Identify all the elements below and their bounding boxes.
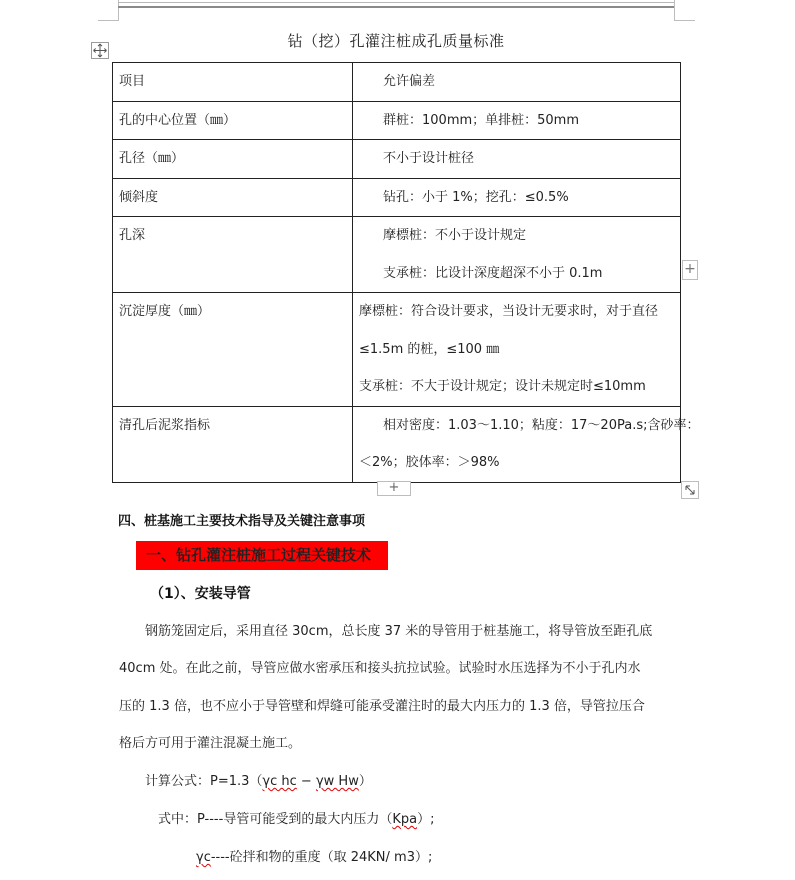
table-row: [113, 178, 681, 217]
table-cell-tolerance[interactable]: 相对密度：1.03～1.10；粘度：17～20Pa.s;含砂率： ＜2%；胶体率：＞98%: [353, 406, 681, 482]
sub-heading: （1）、安装导管: [150, 586, 251, 602]
where-line: 式中：P----导管可能受到的最大内压力（Kpa）;: [158, 812, 435, 827]
table-cell-item[interactable]: 沉淀厚度（㎜）: [113, 293, 353, 407]
unit-kpa: Kpa: [392, 812, 418, 827]
table-cell-tolerance[interactable]: 钻孔：小于 1%；挖孔：≤0.5%: [353, 178, 681, 217]
paragraph-line: 钢筋笼固定后，采用直径 30cm，总长度 37 米的导管用于桩基施工，将导管放至距孔底: [145, 624, 653, 639]
table-row: [113, 293, 681, 407]
gamma-c-hc: γc hc: [262, 774, 297, 789]
add-row-button[interactable]: +: [682, 260, 698, 280]
table-cell-item[interactable]: 孔深: [113, 217, 353, 293]
page-corner-mark-left: [98, 0, 119, 21]
table-cell-item[interactable]: 项目: [113, 63, 353, 102]
highlighted-heading: 一、钻孔灌注桩施工过程关键技术: [136, 541, 388, 570]
table-cell-item[interactable]: 孔的中心位置（㎜）: [113, 101, 353, 140]
paragraph-line: 格后方可用于灌注混凝土施工。: [119, 736, 302, 751]
paragraph-line: 压的 1.3 倍，也不应小于导管壁和焊缝可能承受灌注时的最大内压力的 1.3 倍，导管拉压合: [119, 699, 645, 714]
formula-line: 计算公式：P=1.3（γc hc − γw Hw）: [145, 774, 372, 789]
gamma-w-hw: γw Hw: [315, 774, 359, 789]
table-cell-tolerance[interactable]: 摩標桩：不小于设计规定 支承桩：比设计深度超深不小于 0.1m: [353, 217, 681, 293]
add-column-button[interactable]: +: [377, 481, 411, 496]
gamma-c-definition: γc----砼拌和物的重度（取 24KN/ m3）;: [196, 850, 433, 865]
paragraph-line: 40cm 处。在此之前，导管应做水密承压和接头抗拉试验。试验时水压选择为不小于孔内水: [119, 661, 641, 676]
table-row: [113, 217, 681, 293]
page-corner-mark-right: [674, 0, 695, 21]
table-row: [113, 140, 681, 179]
table-move-icon[interactable]: [91, 42, 109, 59]
gamma-c-symbol: γc: [196, 850, 211, 865]
table-cell-item[interactable]: 倾斜度: [113, 178, 353, 217]
table-cell-tolerance[interactable]: 不小于设计桩径: [353, 140, 681, 179]
table-title: 钻（挖）孔灌注桩成孔质量标准: [287, 32, 505, 50]
table-cell-tolerance[interactable]: 群桩：100mm；单排桩：50mm: [353, 101, 681, 140]
section-heading: 四、桩基施工主要技术指导及关键注意事项: [118, 514, 366, 529]
table-row: [113, 63, 681, 102]
table-row: [113, 406, 681, 482]
table-cell-tolerance[interactable]: 摩標桩：符合设计要求，当设计无要求时，对于直径 ≤1.5m 的桩，≤100 ㎜ 支承桩：不大于设计规定；设计未规定时≤10mm: [353, 293, 681, 407]
table-cell-item[interactable]: 孔径（㎜）: [113, 140, 353, 179]
quality-standard-table: [112, 62, 700, 483]
header-rule: [118, 2, 674, 8]
table-cell-tolerance[interactable]: 允许偏差: [353, 63, 681, 102]
table-row: [113, 101, 681, 140]
table-cell-item[interactable]: 清孔后泥浆指标: [113, 406, 353, 482]
table-resize-icon[interactable]: [681, 481, 699, 499]
